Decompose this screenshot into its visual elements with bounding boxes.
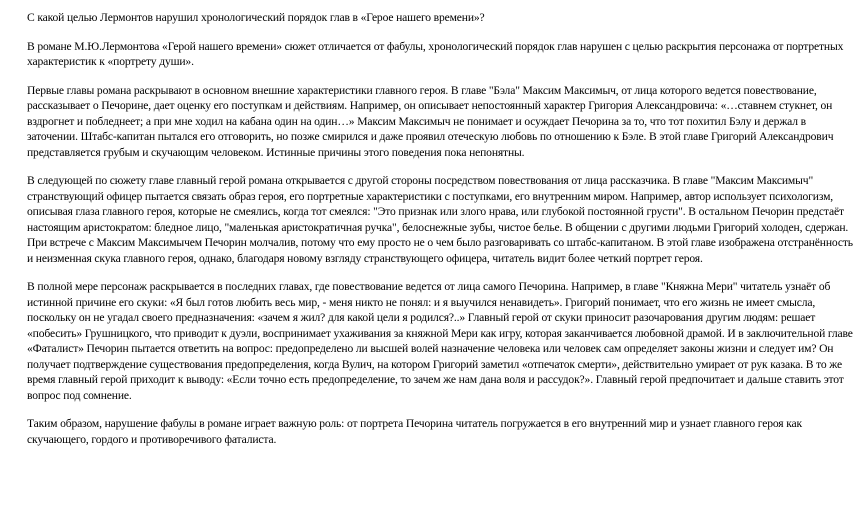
paragraph-pechorin-journal: В полной мере персонаж раскрывается в последних главах, где повествование ведется от лица самого Печорина. Например, в главе "Княжна Мери" читатель узнаёт об истинной причине его скуки: «Я был готов любить весь мир, - меня никто не понял: и я выучился ненавидеть». Григорий понимает, что его жизнь не имеет смысла, поскольку он не угадал своего предназначения: «зачем я жил? для какой цели я родился?..» Главный герой от скуки приносит разочарования другим людям: решает «побесить» Грушницкого, что приводит к дуэли, воспринимает ухаживания за княжной Мери как игру, которая заканчивается любовной драмой. И в заключительной главе «Фаталист» Печорин пытается ответить на вопрос: предопределено ли высшей волей назначение человека или человек сам определяет законы жизни и следует им? Он получает подтверждение существования предопределения, когда Вулич, на котором Григорий заметил «отпечаток смерти», действительно умирает от рук казака. В то же время главный герой приходит к выводу: «Если точно есть предопределение, то зачем же нам дана воля и рассудок?». Главный герой предпочитает и дальше ставить этот вопрос под сомнение. bbox=[27, 280, 853, 402]
paragraph-maksim-maksimych: В следующей по сюжету главе главный герой романа открывается с другой стороны посредством повествования от лица рассказчика. В главе "Максим Максимыч" странствующий офицер пытается связать образ героя, его портретные характеристики с поступками, его внутренним миром. Например, автор использует психологизм, описывая глаза главного героя, которые не смеялись, когда тот смеялся: "Это признак или злого нрава, или глубокой постоянной грусти". В остальном Печорин предстаёт настоящим аристократом: бледное лицо, "маленькая аристократичная ручка", белоснежные зубы, чистое белье. В общении с другими людьми Григорий холоден, сдержан. При встрече с Максим Максимычем Печорин молчалив, потому что ему просто не о чем было разговаривать со штабс-капитаном. В этой главе изображена отстранённость и неизменная скука главного героя, однако, благодаря новому взгляду странствующего офицера, читатель видит более четкий портрет героя. bbox=[27, 174, 853, 265]
paragraph-bela: Первые главы романа раскрывают в основном внешние характеристики главного героя. В главе "Бэла" Максим Максимыч, от лица которого ведется повествование, рассказывает о Печорине, дает оценку его поступкам и действиям. Например, он описывает непостоянный характер Григория Александровича: «…ставнем стукнет, он вздрогнет и побледнеет; а при мне ходил на кабана один на один…» Максим Максимыч не понимает и осуждает Печорина за то, что тот похитил Бэлу и держал в заточении. Штабс-капитан пытался его отговорить, но позже смирился и даже проявил отеческую любовь по отношению к Бэле. В этой главе Григорий Александрович представляется грубым и скучающим человеком. Истинные причины этого поведения пока непонятны. bbox=[27, 83, 834, 159]
paragraph-introduction: В романе М.Ю.Лермонтова «Герой нашего времени» сюжет отличается от фабулы, хронологический порядок глав нарушен с целью раскрытия персонажа от портретных характеристик к «портрету души». bbox=[27, 39, 844, 68]
paragraph-conclusion: Таким образом, нарушение фабулы в романе играет важную роль: от портрета Печорина читатель погружается в его внутренний мир и узнает главного героя как скучающего, гордого и противоречивого фаталиста. bbox=[27, 417, 802, 446]
essay-question: С какой целью Лермонтов нарушил хронологический порядок глав в «Герое нашего времени»? bbox=[27, 11, 485, 24]
